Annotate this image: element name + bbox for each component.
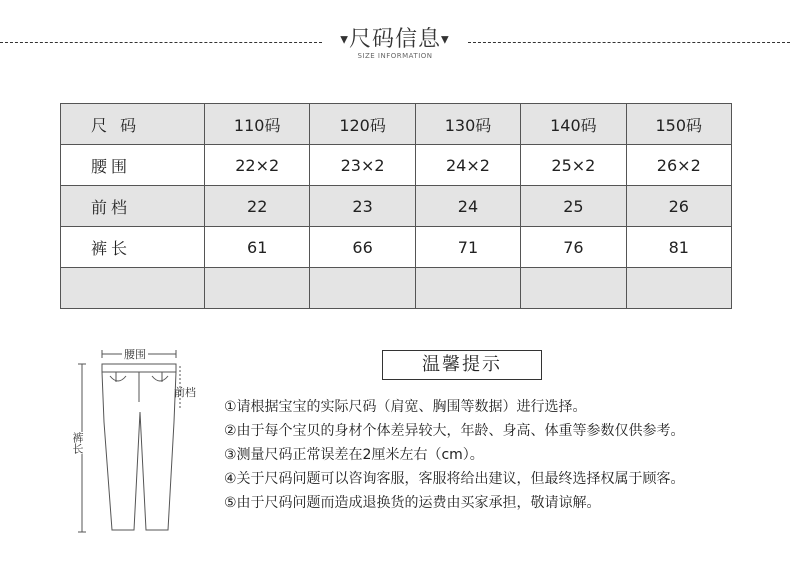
table-cell: 76	[521, 227, 626, 268]
table-cell: 23×2	[310, 145, 415, 186]
table-cell: 24×2	[415, 145, 520, 186]
table-cell: 61	[205, 227, 310, 268]
table-cell	[205, 268, 310, 309]
table-header-cell: 尺 码	[61, 104, 205, 145]
table-cell: 81	[626, 227, 731, 268]
table-cell	[626, 268, 731, 309]
table-cell: 22	[205, 186, 310, 227]
triangle-down-icon: ▼	[441, 34, 450, 46]
table-cell: 26×2	[626, 145, 731, 186]
table-row	[61, 145, 732, 186]
section-title-text: 尺码信息	[348, 27, 441, 52]
table-cell	[415, 268, 520, 309]
pants-outline-icon	[70, 342, 210, 542]
table-cell: 裤长	[61, 227, 205, 268]
table-cell: 腰围	[61, 145, 205, 186]
table-cell	[61, 268, 205, 309]
table-cell: 22×2	[205, 145, 310, 186]
length-label: 裤长	[71, 432, 84, 454]
tips-list	[224, 395, 784, 515]
table-row	[61, 268, 732, 309]
table-cell: 25×2	[521, 145, 626, 186]
table-header-row	[61, 104, 732, 145]
list-item: ⑤由于尺码问题而造成退换货的运费由买家承担，敬请谅解。	[224, 495, 601, 511]
list-item: ②由于每个宝贝的身材个体差异较大，年龄、身高、体重等参数仅供参考。	[224, 423, 685, 439]
table-header-cell: 130码	[415, 104, 520, 145]
table-header-cell: 120码	[310, 104, 415, 145]
section-title	[325, 22, 465, 53]
table-header-cell: 140码	[521, 104, 626, 145]
section-subtitle: SIZE INFORMATION	[357, 52, 433, 60]
front-rise-label: 前档	[174, 386, 196, 399]
table-header-cell: 150码	[626, 104, 731, 145]
table-cell: 前档	[61, 186, 205, 227]
table-cell: 23	[310, 186, 415, 227]
triangle-down-icon: ▼	[340, 34, 349, 46]
table-row	[61, 186, 732, 227]
table-header-cell: 110码	[205, 104, 310, 145]
list-item: ③测量尺码正常误差在2厘米左右（cm）。	[224, 447, 484, 463]
table-cell: 25	[521, 186, 626, 227]
tips-title: 温馨提示	[382, 350, 542, 380]
table-cell: 66	[310, 227, 415, 268]
waist-label: 腰围	[124, 348, 146, 361]
list-item: ①请根据宝宝的实际尺码（肩宽、胸围等数据）进行选择。	[224, 399, 587, 415]
table-cell	[521, 268, 626, 309]
header-divider-right	[468, 42, 790, 43]
list-item: ④关于尺码问题可以咨询客服，客服将给出建议，但最终选择权属于顾客。	[224, 471, 685, 487]
pants-diagram	[70, 342, 210, 542]
table-cell: 24	[415, 186, 520, 227]
table-cell: 71	[415, 227, 520, 268]
table-cell: 26	[626, 186, 731, 227]
table-cell	[310, 268, 415, 309]
size-table	[60, 103, 732, 309]
header-divider-left	[0, 42, 322, 43]
table-row	[61, 227, 732, 268]
